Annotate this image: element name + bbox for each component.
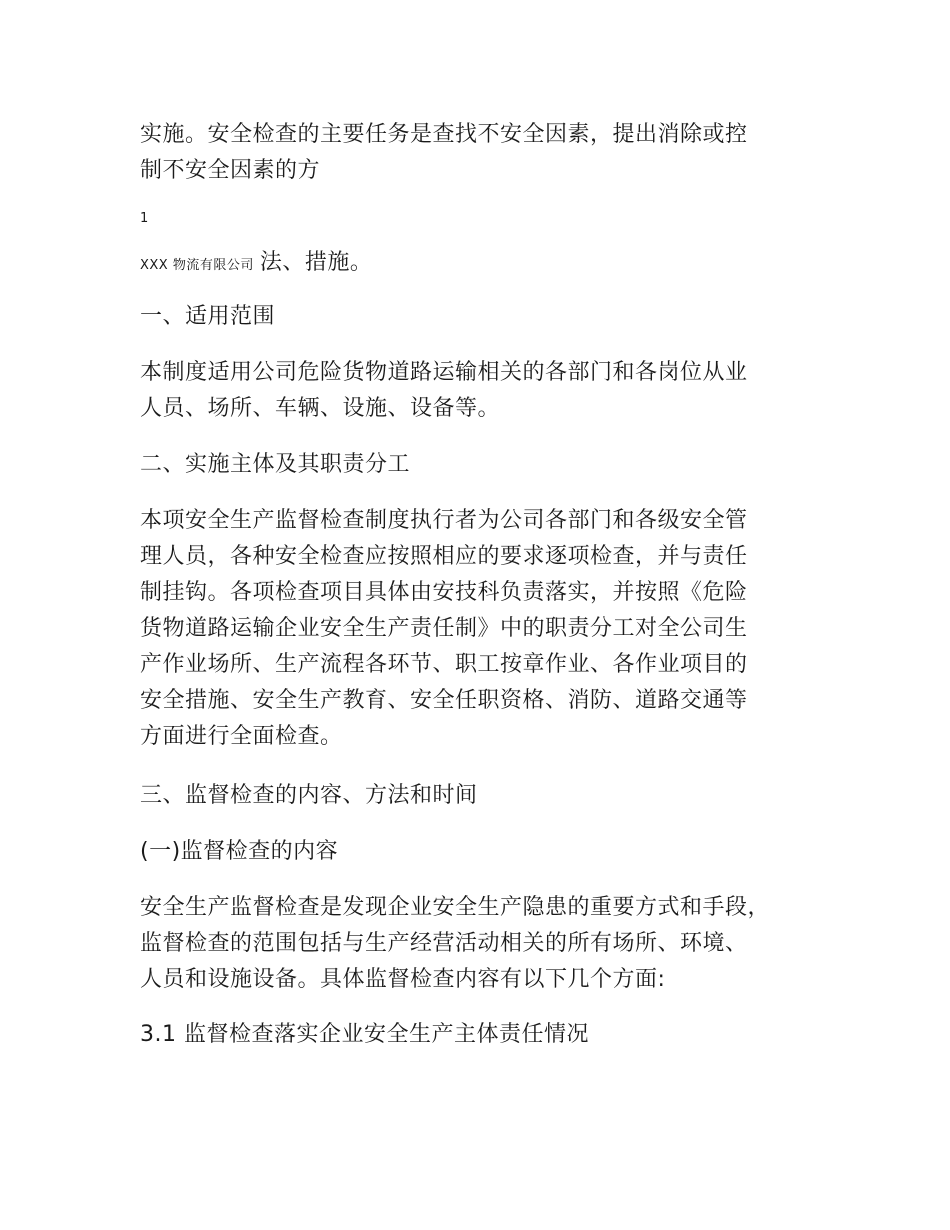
footer-company-name: XXX 物流有限公司 bbox=[140, 258, 254, 273]
continuation-text: 法、措施。 bbox=[259, 250, 373, 275]
section-heading-scope: 一、适用范围 bbox=[140, 304, 276, 329]
text-line: 本制度适用公司危险货物道路运输相关的各部门和各岗位从业 bbox=[140, 360, 748, 385]
text-line: 理人员，各种安全检查应按照相应的要求逐项检查，并与责任 bbox=[140, 544, 748, 569]
text-line: 人员和设施设备。具体监督检查内容有以下几个方面: bbox=[140, 967, 666, 992]
text-line: 本项安全生产监督检查制度执行者为公司各部门和各级安全管 bbox=[140, 508, 748, 533]
text-line: 货物道路运输企业安全生产责任制》中的职责分工对全公司生 bbox=[140, 616, 748, 641]
subheading-inspection-content: (一)监督检查的内容 bbox=[140, 839, 339, 864]
section-heading-inspection: 三、监督检查的内容、方法和时间 bbox=[140, 783, 478, 808]
paragraph-inspection-content bbox=[140, 890, 820, 998]
text-line: 监督检查的范围包括与生产经营活动相关的所有场所、环境、 bbox=[140, 931, 748, 956]
text-line: 制不安全因素的方 bbox=[140, 158, 321, 183]
paragraph-responsibility bbox=[140, 503, 820, 755]
paragraph-scope bbox=[140, 355, 820, 427]
page-footer-line bbox=[140, 245, 820, 284]
text-line: 产作业场所、生产流程各环节、职工按章作业、各作业项目的 bbox=[140, 652, 748, 677]
text-line: 安全生产监督检查是发现企业安全生产隐患的重要方式和手段， bbox=[140, 895, 771, 920]
item-3-1: 3.1 监督检查落实企业安全生产主体责任情况 bbox=[140, 1022, 589, 1047]
paragraph-intro bbox=[140, 117, 820, 189]
text-line: 实施。安全检查的主要任务是查找不安全因素，提出消除或控 bbox=[140, 122, 748, 147]
text-line: 安全措施、安全生产教育、安全任职资格、消防、道路交通等 bbox=[140, 688, 748, 713]
section-heading-responsibility: 二、实施主体及其职责分工 bbox=[140, 452, 411, 477]
text-line: 人员、场所、车辆、设施、设备等。 bbox=[140, 396, 501, 421]
text-line: 方面进行全面检查。 bbox=[140, 724, 343, 749]
text-line: 制挂钩。各项检查项目具体由安技科负责落实，并按照《危险 bbox=[140, 580, 748, 605]
page-number: 1 bbox=[140, 211, 149, 226]
